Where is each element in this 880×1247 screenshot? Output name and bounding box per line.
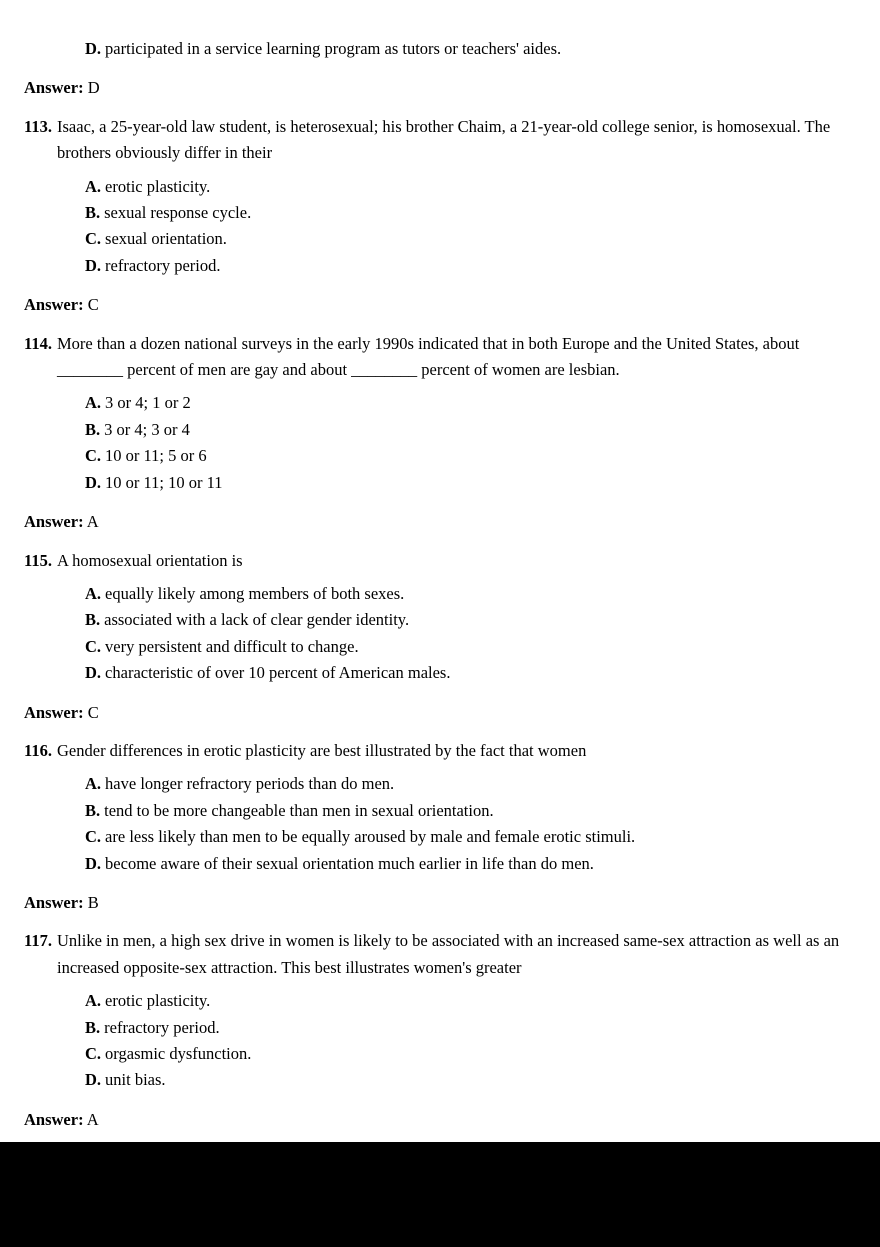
question-number: 116. (24, 740, 52, 760)
option-text: very persistent and difficult to change. (105, 636, 359, 656)
option-text: 10 or 11; 10 or 11 (105, 472, 223, 492)
option-row (24, 226, 854, 252)
option-letter: A. (85, 991, 102, 1011)
option-row (24, 390, 854, 416)
option-letter: A. (85, 393, 102, 413)
answer-value: A (86, 1109, 99, 1129)
answer-value: B (87, 892, 99, 912)
question-stem: Unlike in men, a high sex drive in women is likely to be associated with an increased same-sex attraction as well as an increased opposite-sex attraction. This best illustrates women's greater (57, 931, 840, 977)
answer-value: D (87, 78, 100, 98)
question-row (24, 331, 854, 384)
question-number: 117. (24, 931, 52, 951)
answer-line (24, 890, 854, 916)
answer-label: Answer: (24, 78, 84, 98)
option-group (24, 988, 854, 1094)
answer-line (24, 292, 854, 318)
question-stem: Gender differences in erotic plasticity are best illustrated by the fact that women (57, 740, 587, 760)
option-text: sexual orientation. (105, 229, 227, 249)
option-group (24, 771, 854, 877)
option-row (24, 771, 854, 797)
option-letter: B. (85, 1017, 101, 1037)
option-row (24, 1015, 854, 1041)
option-text: have longer refractory periods than do men. (105, 774, 395, 794)
question-row (24, 738, 854, 764)
option-letter: C. (85, 636, 102, 656)
option-letter: A. (85, 774, 102, 794)
option-letter: B. (85, 203, 101, 223)
option-row (24, 443, 854, 469)
question-row (24, 928, 854, 981)
option-text: refractory period. (104, 1017, 220, 1037)
option-letter: C. (85, 446, 102, 466)
question-stem: More than a dozen national surveys in the early 1990s indicated that in both Europe and the United States, about ________ percent of men are gay and about ________ percent of women are lesbian. (57, 333, 800, 380)
option-text: participated in a service learning program as tutors or teachers' aides. (105, 39, 562, 58)
option-letter: B. (85, 800, 101, 820)
question-stem: Isaac, a 25-year-old law student, is heterosexual; his brother Chaim, a 21-year-old college senior, is homosexual. The brothers obviously differ in their (57, 116, 831, 163)
option-text: orgasmic dysfunction. (105, 1044, 252, 1063)
option-row (24, 1041, 854, 1067)
option-letter: A. (85, 583, 102, 603)
answer-line (24, 509, 854, 535)
option-row (24, 607, 854, 633)
answer-value: C (87, 295, 99, 315)
option-text: tend to be more changeable than men in sexual orientation. (104, 800, 494, 820)
option-text: equally likely among members of both sexes. (105, 583, 405, 603)
option-letter: D. (85, 472, 102, 492)
option-row (24, 200, 854, 226)
question-number: 114. (24, 333, 52, 353)
option-row (24, 581, 854, 607)
option-letter: D. (85, 663, 102, 683)
page-footer-band (0, 1142, 880, 1247)
option-text: characteristic of over 10 percent of American males. (105, 663, 451, 683)
option-row (24, 253, 854, 279)
answer-line (24, 700, 854, 726)
option-letter: D. (85, 255, 102, 275)
option-group (24, 174, 854, 280)
option-letter: B. (85, 610, 101, 630)
answer-value: C (87, 702, 99, 722)
answer-label: Answer: (24, 1109, 84, 1129)
option-text: are less likely than men to be equally aroused by male and female erotic stimuli. (105, 827, 636, 847)
option-text: sexual response cycle. (104, 203, 252, 223)
option-row (24, 634, 854, 660)
option-group (24, 390, 854, 496)
question-number: 115. (24, 550, 52, 570)
answer-line (24, 75, 854, 101)
option-row (24, 798, 854, 824)
option-letter: D. (85, 853, 102, 873)
question-row (24, 548, 854, 574)
question-number: 113. (24, 116, 52, 136)
option-row (24, 851, 854, 877)
option-text: become aware of their sexual orientation much earlier in life than do men. (105, 853, 594, 873)
option-group (24, 581, 854, 687)
option-text: refractory period. (105, 255, 221, 275)
answer-label: Answer: (24, 702, 84, 722)
option-letter: C. (85, 1044, 102, 1063)
option-row (24, 660, 854, 686)
question-row (24, 114, 854, 167)
option-row (24, 36, 854, 62)
answer-line (24, 1107, 854, 1133)
option-text: 3 or 4; 1 or 2 (105, 393, 191, 413)
answer-value: A (86, 512, 99, 532)
option-text: unit bias. (105, 1070, 166, 1090)
option-row (24, 824, 854, 850)
option-text: 3 or 4; 3 or 4 (104, 419, 190, 439)
option-letter: D. (85, 1070, 102, 1090)
answer-label: Answer: (24, 892, 84, 912)
option-letter: C. (85, 827, 102, 847)
question-stem: A homosexual orientation is (57, 550, 243, 570)
option-row (24, 417, 854, 443)
option-row (24, 174, 854, 200)
option-row (24, 1067, 854, 1093)
option-letter: C. (85, 229, 102, 249)
option-letter: D. (85, 39, 102, 58)
option-row (24, 470, 854, 496)
option-text: associated with a lack of clear gender identity. (104, 610, 410, 630)
option-text: erotic plasticity. (105, 991, 211, 1011)
option-text: 10 or 11; 5 or 6 (105, 446, 207, 466)
option-text: erotic plasticity. (105, 176, 211, 196)
option-row (24, 988, 854, 1014)
answer-label: Answer: (24, 512, 84, 532)
answer-label: Answer: (24, 295, 84, 315)
option-letter: A. (85, 176, 102, 196)
option-letter: B. (85, 419, 101, 439)
